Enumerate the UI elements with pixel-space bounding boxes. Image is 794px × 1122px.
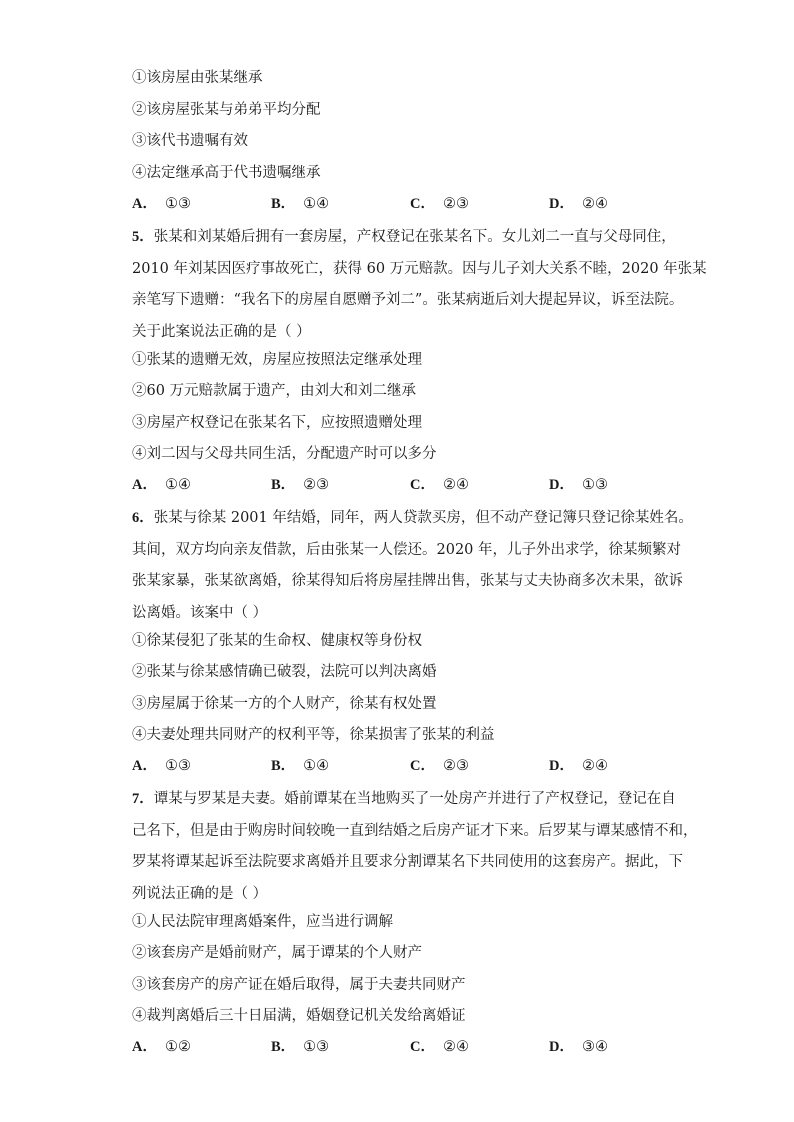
q4-choices — [132, 192, 652, 216]
q6-number: 6． — [132, 510, 154, 526]
q5-choice-b[interactable]: B． ②③ — [271, 477, 330, 493]
q7-choice-a[interactable]: A． ①② — [132, 1039, 191, 1055]
q7-item-2: ②该套房产是婚前财产，属于谭某的个人财产 — [132, 945, 422, 961]
q6-item-4: ④夫妻处理共同财产的权利平等，徐某损害了张某的利益 — [132, 727, 495, 743]
q5-item-2: ②60 万元赔款属于遗产，由刘大和刘二继承 — [132, 383, 417, 399]
q7-choices — [132, 1035, 652, 1059]
q5-stem: 5．张某和刘某婚后拥有一套房屋，产权登记在张某名下。女儿刘二一直与父母同住， 2010 年刘某因医疗事故死亡，获得 60 万元赔款。因与儿子刘大关系不睦，2020 年张某 亲笔写下遗赠：“我名下的房屋自愿赠予刘二”。张某病逝后刘大提起异议，诉至法院。 关于此案说法正确的是（ ） — [132, 229, 707, 340]
q6-choice-d[interactable]: D． ②④ — [549, 758, 608, 774]
q4-item-3: ③该代书遗嘱有效 — [132, 133, 248, 149]
q7-item-1: ①人民法院审理离婚案件，应当进行调解 — [132, 914, 393, 930]
q5-choice-a[interactable]: A． ①④ — [132, 477, 191, 493]
q7-item-3: ③该套房产的房产证在婚后取得，属于夫妻共同财产 — [132, 977, 466, 993]
q5-choice-c[interactable]: C． ②④ — [410, 477, 469, 493]
q5-item-4: ④刘二因与父母共同生活，分配遗产时可以多分 — [132, 446, 437, 462]
q5-item-3: ③房屋产权登记在张某名下，应按照遗赠处理 — [132, 415, 422, 431]
q6-item-1: ①徐某侵犯了张某的生命权、健康权等身份权 — [132, 633, 422, 649]
q7-choice-b[interactable]: B． ①③ — [271, 1039, 330, 1055]
q7-choice-d[interactable]: D． ③④ — [549, 1039, 608, 1055]
q5-item-1: ①张某的遗赠无效，房屋应按照法定继承处理 — [132, 352, 422, 368]
q4-item-1: ①该房屋由张某继承 — [132, 70, 263, 86]
q5-number: 5． — [132, 229, 154, 245]
q4-choice-a[interactable]: A． ①③ — [132, 196, 191, 212]
q6-choices — [132, 754, 652, 778]
q4-choice-b[interactable]: B． ①④ — [271, 196, 330, 212]
q7-stem: 7．谭某与罗某是夫妻。婚前谭某在当地购买了一处房产并进行了产权登记，登记在自 己名下，但是由于购房时间较晚一直到结婚之后房产证才下来。后罗某与谭某感情不和， 罗某将谭某起诉至法院要求离婚并且要求分割谭某名下共同使用的这套房产。据此，下 列说法正确的是（ ） — [132, 791, 698, 902]
q4-item-2: ②该房屋张某与弟弟平均分配 — [132, 102, 321, 118]
q7-number: 7． — [132, 791, 154, 807]
q4-choice-d[interactable]: D． ②④ — [549, 196, 608, 212]
q7-item-4: ④裁判离婚后三十日届满，婚姻登记机关发给离婚证 — [132, 1008, 466, 1024]
q6-choice-b[interactable]: B． ①④ — [271, 758, 330, 774]
q6-item-2: ②张某与徐某感情确已破裂，法院可以判决离婚 — [132, 664, 437, 680]
q5-choices — [132, 473, 652, 497]
q4-item-4: ④法定继承高于代书遗嘱继承 — [132, 165, 321, 181]
q6-choice-c[interactable]: C． ②③ — [410, 758, 469, 774]
q4-choice-c[interactable]: C． ②③ — [410, 196, 469, 212]
q5-choice-d[interactable]: D． ①③ — [549, 477, 608, 493]
q6-stem: 6．张某与徐某 2001 年结婚，同年，两人贷款买房，但不动产登记簿只登记徐某姓名。 其间，双方均向亲友借款，后由张某一人偿还。2020 年，儿子外出求学，徐某频繁对 张某家暴，张某欲离婚，徐某得知后将房屋挂牌出售，张某与丈夫协商多次未果，欲诉 讼离婚。该案中（ ） — [132, 510, 693, 621]
q6-choice-a[interactable]: A． ①③ — [132, 758, 191, 774]
q6-item-3: ③房屋属于徐某一方的个人财产，徐某有权处置 — [132, 696, 437, 712]
q7-choice-c[interactable]: C． ②④ — [410, 1039, 469, 1055]
